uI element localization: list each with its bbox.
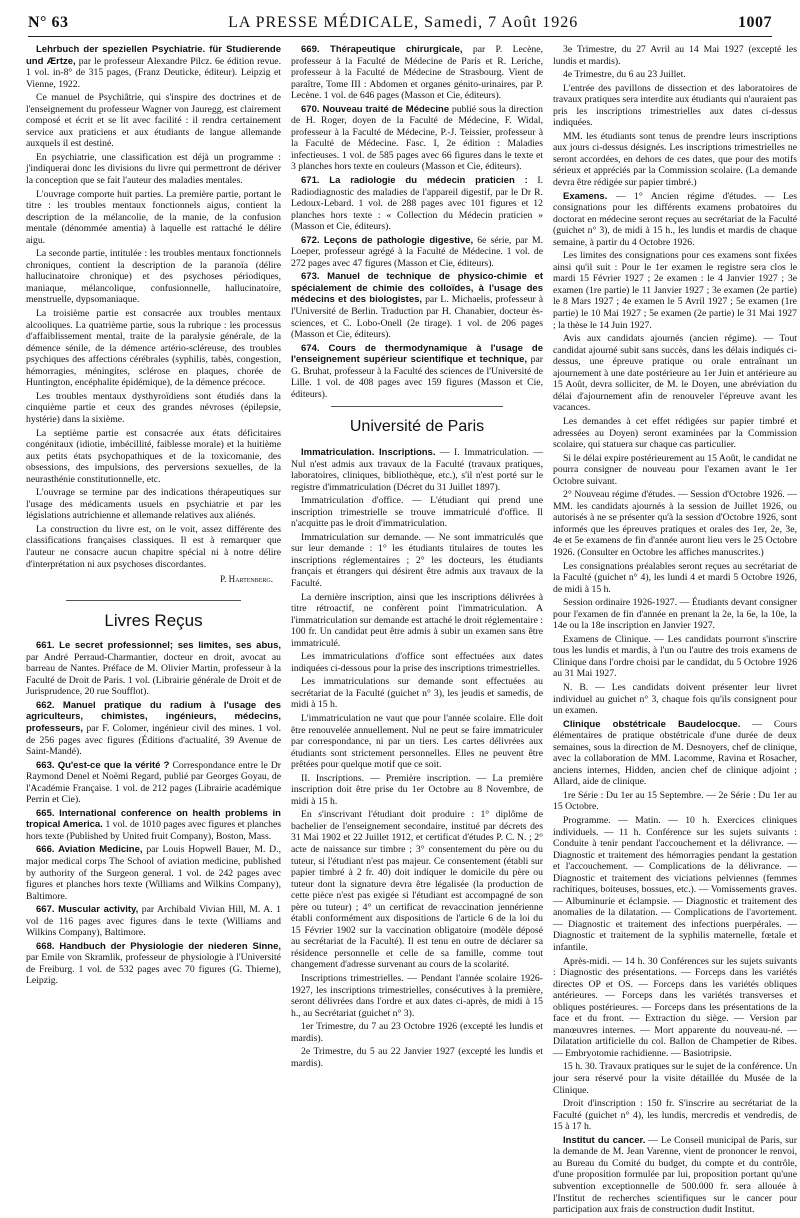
book-entry	[26, 640, 281, 698]
article-paragraph: II. Inscriptions. — Première inscription. — La première inscription doit être prise du 1er Octobre au 8 Novembre, de midi à 15 h.	[291, 772, 543, 807]
column-3	[553, 44, 797, 1218]
book-meta: par Archibald Vivian Hill, M. A. 1 vol de 116 pages avec figures dans le texte (Williams and Wilkins Company), Baltimore.	[26, 904, 282, 939]
book-title: 666. Aviation Medicine,	[36, 844, 143, 856]
article-paragraph: 1er Trimestre, du 7 au 23 Octobre 1926 (excepté les lundis et mardis).	[291, 1021, 543, 1044]
book-title: 671. La radiologie du médecin praticien :	[301, 175, 528, 187]
article-paragraph: Inscriptions trimestrielles. — Pendant l'année scolaire 1926-1927, les inscriptions trimestrielles, consécutives à la première, seront délivrées dans l'ordre et aux dates ci-après, de midi à 15 h., au Secrétariat (guichet n° 3).	[291, 973, 543, 1019]
book-meta: par F. Colomer, ingénieur civil des mines. 1 vol. de 256 pages avec figures (Éditions d'actualité, 39 Avenue de Saint-Mandé).	[26, 722, 282, 758]
book-meta: par G. Bruhat, professeur à la Faculté des sciences de l'Université de Lille. 1 vol. de 408 pages avec 159 figures (Masson et Cie, éditeurs).	[291, 354, 543, 400]
book-meta: par P. Lecène, professeur à la Faculté de Médecine de Paris et R. Leriche, professeur à la Faculté de Médecine de Strasbourg. Vient de paraître, Tome III : Abdomen et organes génito-urinaires, par P. Lecène. 1 vol. de 646 pages (Masson et Cie, éditeurs).	[291, 44, 543, 102]
review-paragraph: La septième partie est consacrée aux états déficitaires congénitaux (idiotie, imbécillité, faiblesse morale) et la huitième aux petits états psychopathiques et de la toxicomanie, des obsessions, des impulsions, des perversions sexuelles, de la neurasthénie constitutionnelle, etc.	[26, 427, 281, 485]
article-paragraph: Immatriculation sur demande. — Ne sont immatriculés que sur leur demande : 1° les étudiants titulaires de toutes les inscriptions réglementaires ; 2° les docteurs, les étudiants français et étrangers qui désirent être admis aux travaux de la Faculté.	[291, 531, 543, 589]
column-2	[291, 44, 543, 1218]
book-entry	[291, 44, 543, 102]
book-meta: 1 vol. de 1010 pages avec figures et planches hors texte (Published by United fruit Company), Boston, Mass.	[26, 819, 282, 842]
immatriculation-intro	[291, 447, 543, 493]
exam-paragraph: Les limites des consignations pour ces examens sont fixées ainsi qu'il suit : Pour le 1er examen le registre sera clos le mardi 15 Février 1927 ; 2e examen : le 4 Janvier 1927 ; 3e examen (1re partie) le 11 Janvier 1927 ; 3e examen (2e partie) le 8 Mars 1927 ; 4e examen le 5 Avril 1927 ; 5e examen (1re partie) le 10 Mai 1927 ; 5e examen (2e partie) le 31 Mai 1927 ; la thèse le 14 Juin 1927.	[553, 250, 797, 331]
review-paragraph: En psychiatrie, une classification est déjà un programme : j'indiquerai donc les divisions du livre qui permettront de dériver la conception que se fait l'auteur des maladies mentales.	[26, 151, 281, 187]
exam-paragraph: Les consignations préalables seront reçues au secrétariat de la Faculté (guichet n° 4), les lundi 4 et mardi 5 Octobre 1926, de midi à 15 h.	[553, 560, 797, 595]
review-paragraph: Les troubles mentaux dysthyroïdiens sont étudiés dans la cinquième partie et ceux des grandes névroses (épilepsie, hystérie) dans la sixième.	[26, 390, 281, 425]
exam-paragraph: Examens de Clinique. — Les candidats pourront s'inscrire tous les lundis et mardis, à l'un ou l'autre des trois examens de Clinique dans l'ordre choisi par le candidat, du 5 Octobre 1926 au 31 Mai 1927.	[553, 633, 797, 680]
book-entry	[26, 904, 281, 939]
article-paragraph: L'immatriculation ne vaut que pour l'année scolaire. Elle doit être renouvelée annuellement. Nul ne peut se faire immatriculer par correspondance, ni par un tiers. Les cartes délivrées aux étudiants sont strictement personnelles. Elles ne peuvent être prêtées pour quelque motif que ce soit.	[291, 712, 543, 771]
book-entry	[291, 235, 543, 270]
book-meta: 6e série, par M. Loeper, professeur agrégé à la Faculté de Médecine. 1 vol. de 272 pages avec 47 figures (Masson et Cie, éditeurs).	[291, 234, 543, 269]
signature: P. Hartenberg.	[220, 574, 273, 585]
page-header	[28, 14, 772, 37]
article-paragraph: 4e Trimestre, du 6 au 23 Juillet.	[563, 69, 686, 81]
immatriculation-text: — I. Immatriculation. — Nul n'est admis aux travaux de la Faculté (travaux pratiques, laboratoires, cliniques, bibliothèque, etc.), s'il n'est porté sur le registre d'immatriculation (Décret du 31 Juillet 1897).	[291, 446, 544, 493]
cancer-heading: Institut du cancer.	[563, 1134, 646, 1146]
section-title-livres-recus: Livres Reçus	[104, 610, 203, 630]
book-title: 668. Handbuch der Physiologie der niederen Sinne,	[36, 940, 281, 952]
article-paragraph: L'entrée des pavillons de dissection et des laboratoires de travaux pratiques sera interdite aux étudiants qui n'auraient pas pris les inscriptions trimestrielles aux dates ci-dessus indiquées.	[553, 82, 797, 129]
review-paragraph: L'ouvrage se termine par des indications thérapeutiques sur l'usage des médicaments usuels en psychiatrie et par les législations autrichienne et allemande relatives aux aliénés.	[26, 487, 281, 522]
column-1	[26, 44, 281, 1218]
article-paragraph: MM. les étudiants sont tenus de prendre leurs inscriptions aux jours ci-dessus désignés. Les inscriptions trimestrielles ne seront accordées, en dehors de ces dates, que pour des motifs sérieux et appréciés par la Commission scolaire. (La demande devra être rédigée sur papier timbré.)	[553, 130, 797, 189]
clinique-paragraph: Droit d'inscription : 150 fr. S'inscrire au secrétariat de la Faculté (guichet n° 4), les lundis, mercredis et vendredis, de 15 à 17 h.	[553, 1098, 797, 1133]
book-title: 674. Cours de thermodynamique à l'usage de l'enseignement supérieur scientifique et technique,	[291, 342, 543, 366]
article-paragraph: Les immatriculations d'office sont effectuées aux dates indiquées ci-dessous pour la prise des inscriptions trimestrielles.	[291, 651, 543, 674]
clinique-paragraph: 15 h. 30. Travaux pratiques sur le sujet de la conférence. Un jour sera réservé pour la visite détaillée du Musée de la Clinique.	[553, 1061, 797, 1096]
book-meta: par Louis Hopwell Bauer, M. D., major medical corps The School of aviation medicine, published by authority of the Surgeon general. 1 vol. de 242 pages avec figures et planches hors texte (Williams and Wilkins Company), Baltimore.	[26, 844, 282, 902]
exam-heading: Examens.	[563, 190, 608, 202]
book-entry	[26, 808, 281, 843]
book-title: 663. Qu'est-ce que la vérité ?	[36, 759, 170, 771]
book-title: 665. International conference on health problems in tropical America.	[26, 807, 281, 831]
book-title: 667. Muscular activity,	[36, 904, 139, 916]
section-title-universite: Université de Paris	[349, 418, 485, 436]
clinique-paragraph: Programme. — Matin. — 10 h. Exercices cliniques individuels. — 11 h. Conférence sur les sujets suivants : Conduite à tenir pendant l'accouchement et la délivrance. — Diagnostic et traitement des hémorragies pendant la gestation et l'accouchement. — Complications de la délivrance. — Diagnostic et traitement des viciations pelviennes (femmes rachitiques, boiteuses, bossues, etc.). — Vomissements graves. — Albuminurie et éclampsie. — Diagnostic et traitement des anomalies de la dilatation. — Complications de l'avortement. — Diagnostic et traitement des infections puerpérales. — Diagnostic et traitement de la syphilis maternelle, fœtale et infantile.	[553, 815, 797, 954]
book-entry	[291, 104, 543, 173]
review-meta: par le professeur Alexandre Pilcz. 6e édition revue. 1 vol. in-8° de 315 pages, (Franz Deuticke, éditeur). Leipzig et Vienne, 1922.	[26, 55, 282, 90]
article-paragraph: Immatriculation d'office. — L'étudiant qui prend une inscription trimestrielle se trouve immatriculé d'office. Il n'acquitte pas le droit d'immatriculation.	[291, 495, 543, 530]
book-title: 672. Leçons de pathologie digestive,	[301, 234, 474, 246]
exam-paragraph: Si le délai expire postérieurement au 15 Août, le candidat ne pourra consigner de nouveau pour l'examen avant le 1er Octobre suivant.	[553, 452, 797, 487]
review-entry	[26, 44, 281, 90]
page-number: 1007	[737, 14, 772, 31]
exam-section	[553, 191, 797, 249]
article-paragraph: Les immatriculations sur demande sont effectuées au secrétariat de la Faculté (guichet n° 3), les jeudis et samedis, de midi à 15 h.	[291, 676, 543, 711]
book-title: 661. Le secret professionnel; ses limites, ses abus,	[36, 640, 281, 652]
book-entry	[291, 271, 543, 340]
article-paragraph: En s'inscrivant l'étudiant doit produire : 1° diplôme de bachelier de l'enseignement secondaire, institué par décrets des 31 Mai 1902 et 22 Juillet 1912, et certificat d'études P. C. N. ; 2° acte de naissance sur timbre ; 3° consentement du père ou du tuteur, si l'étudiant n'est pas majeur. Ce consentement (établi sur papier timbré à 2 fr. 40) doit indiquer le domicile du père ou tuteur dont la signature devra être légalisée (la production de cette pièce n'est pas exigée si l'étudiant est accompagné de son père ou tuteur) ; 4° un certificat de revaccination jennérienne établi conformément aux dispositions de l'article 6 de la loi du 15 Février 1902 sur la vaccination obligatoire (modèle déposé au secrétariat de la Faculté). Il est tenu en outre de déclarer sa résidence personnelle et celle de sa famille, comme tout changement d'adresse survenant au cours de la scolarité.	[291, 809, 543, 971]
review-paragraph: La troisième partie est consacrée aux troubles mentaux alcooliques. La quatrième partie, sous la rubrique : les processus d'affaiblissement mental, traite de la paralysie générale, de la démence sénile, de la démence artério-scléreuse, des troubles psychiques des affections cérébrales (syphilis, tabès, congestion, hémorragies, méningites, sclérose en plaques, chorée de Huntington, encéphalite épidémique), de la démence précoce.	[26, 308, 281, 389]
book-meta: par Emile von Skramlik, professeur de physiologie à l'Université de Freiburg. 1 vol. de 532 pages avec 70 figures (G. Thieme), Leipzig.	[26, 952, 281, 987]
issue-number: N° 63	[28, 14, 69, 31]
clinique-paragraph: 1re Série : Du 1er au 15 Septembre. — 2e Série : Du 1er au 15 Octobre.	[553, 789, 797, 813]
divider	[66, 600, 241, 601]
review-paragraph: La seconde partie, intitulée : les troubles mentaux fonctionnels chroniques, contient la description de la paranoïa (délire hallucinatoire chronique) et des psychoses périodiques, maniaque, mélancolique, confusionnelle, hallucinatoire, menstruelle, dypsomaniaque.	[26, 248, 281, 306]
exam-paragraph: Session ordinaire 1926-1927. — Étudiants devant consigner pour l'examen de fin d'année en prenant la 2e, la 6e, la 10e, la 14e ou la 18e inscription en Janvier 1927.	[553, 597, 797, 632]
clinique-paragraph: Après-midi. — 14 h. 30 Conférences sur les sujets suivants : Diagnostic des présentations. — Forceps dans les variétés directes OP et OS. — Forceps dans les variétés obliques antérieures. — Forceps dans les variétés transverses et obliques postérieures. — Forceps dans les présentations de la face et du front. — Extraction du siège. — Version par manœuvres internes. — Mort apparente du nouveau-né. — Dilatation artificielle du col. Ballon de Champetier de Ribes. — Embryotomie rachidienne. — Basiotripsie.	[553, 955, 797, 1059]
cancer-text: — Le Conseil municipal de Paris, sur la demande de M. Jean Varenne, vient de prononcer le renvoi, au Bureau du Comité du budget, du compte et du contrôle, d'une proposition formulée par lui, proposition portant qu'une subvention exceptionnelle de 500.000 fr. sera allouée à l'Institut de recherches scientifiques sur le cancer pour participation aux frais de construction dudit Institut.	[553, 1134, 798, 1216]
exam-text: — 1° Ancien régime d'études. — Les consignations pour les différents examens probatoires du doctorat en médecine seront reçues au secrétariat de la Faculté (guichet n° 3), de midi à 15 h., les lundis et mardis de chaque semaine, à partir du 4 Octobre 1926.	[553, 190, 797, 248]
article-paragraph: 2e Trimestre, du 5 au 22 Janvier 1927 (excepté les lundis et mardis).	[291, 1046, 543, 1069]
review-title: Lehrbuch der speziellen Psychiatrie. für Studierende und Ærtze,	[26, 44, 281, 67]
cancer-section	[553, 1135, 797, 1216]
review-paragraph: L'ouvrage comporte huit parties. La première partie, portant le titre : les troubles mentaux fonctionnels aigus, contient la description de la mélancolie, de la manie, de la confusion mentale (dénommée amentia) à laquelle est rattaché le délire aigu.	[26, 188, 281, 246]
book-entry	[291, 343, 543, 401]
book-title: 673. Manuel de technique de physico-chimie et spécialement de chimie des colloïdes, à l'usage des médecins et des biologistes,	[291, 271, 543, 306]
article-paragraph: 3e Trimestre, du 27 Avril au 14 Mai 1927 (excepté les lundis et mardis).	[553, 44, 797, 67]
exam-paragraph: Les demandes à cet effet rédigées sur papier timbré et adressées au Doyen) seront examinées par la Commission scolaire, qui statuera sur chaque cas particulier.	[553, 415, 797, 451]
journal-title: LA PRESSE MÉDICALE, Samedi, 7 Août 1926	[228, 14, 579, 31]
book-meta: publié sous la direction de H. Roger, doyen de la Faculté de Médecine, F. Widal, professeur à la Faculté de Médecine, P.-J. Teissier, professeur à la Faculté de Médecine. Fasc. I, 2e édition : Maladies infectieuses. 1 vol. de 585 pages avec 66 figures dans le texte et 3 planches hors texte en couleurs (Masson et Cie, éditeurs).	[291, 103, 544, 173]
book-entry	[26, 700, 281, 758]
book-entry	[26, 844, 281, 902]
review-paragraph: Ce manuel de Psychiâtrie, qui s'inspire des doctrines et de l'enseignement du professeur Wagner von Jauregg, est clairement composé et écrit et se lit avec facilité : il rendra certainement service aux praticiens et aux étudiants de langue allemande auxquels il est destiné.	[26, 92, 281, 150]
article-paragraph: La dernière inscription, ainsi que les inscriptions délivrées à titre rétroactif, ne confèrent point l'immatriculation. A l'immatriculation sur demande est attaché le droit réglementaire : 100 fr. Un candidat peut être admis à subir un examen sans être immatriculé.	[291, 591, 543, 649]
exam-paragraph: Avis aux candidats ajournés (ancien régime). — Tout candidat ajourné subit sans succès, dans les délais indiqués ci-dessus, une épreuve pratique ou orale entraînant un ajournement à une date postérieure au 1er Juin et antérieure au 15 Août, devra solliciter, de M. le Doyen, une abréviation du délai d'ajournement afin de renouveler l'épreuve avant les vacances.	[553, 333, 797, 414]
immatriculation-heading: Immatriculation. Inscriptions.	[301, 446, 436, 458]
clinique-section	[553, 719, 797, 788]
clinique-heading: Clinique obstétricale Baudelocque.	[563, 718, 741, 730]
book-meta: par L. Michaelis, professeur à l'Université de Berlin. Traduction par H. Chanabier, docteur ès-sciences, et C. Lobo-Onell (2e tirage). 1 vol. de 206 pages (Masson et Cie, éditeurs).	[291, 294, 544, 341]
exam-paragraph: 2° Nouveau régime d'études. — Session d'Octobre 1926. — MM. les candidats ajournés à la session de Juillet 1926, ou autorisés à ne se présenter qu'à la session d'Octobre 1926, sont informés que les épreuves pratiques et orales des 1er, 2e, 3e, 4e et 5e examens de fin d'année auront lieu vers le 25 Octobre 1926. (Consulter en Octobre les affiches manuscrites.)	[553, 489, 797, 558]
divider	[331, 406, 503, 407]
exam-paragraph: N. B. — Les candidats doivent présenter leur livret individuel au guichet n° 3, chaque fois qu'ils consignent pour un examen.	[553, 681, 797, 717]
clinique-text: — Cours élémentaires de pratique obstétricale d'une durée de deux semaines, sous la direction de M. Desnoyers, chef de clinique, avec la collaboration de MM. Lacomme, Ravina et Rosacher, anciens internes, Hidden, ancien chef de clinique adjoint ; Allard, aide de clinique.	[553, 718, 797, 788]
columns	[26, 44, 798, 1216]
book-title: 670. Nouveau traité de Médecine	[301, 103, 450, 115]
book-entry	[291, 175, 543, 233]
book-title: 669. Thérapeutique chirurgicale,	[301, 44, 463, 55]
book-entry	[26, 941, 281, 987]
review-paragraph: La construction du livre est, on le voit, assez différente des classifications françaises classiques. Il est à remarquer que l'auteur ne consacre aucun chapitre spécial ni à notre délire d'interprétation ni aux psychoses discordantes.	[26, 523, 281, 570]
book-meta: Correspondance entre le Dr Raymond Denel et Noëmi Regard, publié par Georges Goyau, de l'Académie Française. 1 vol. de 212 pages (Librairie académique Perrin et Cie).	[26, 759, 281, 806]
book-entry	[26, 760, 281, 806]
book-meta: I. Radiodiagnostic des maladies de l'appareil digestif, par le Dr R. Ledoux-Lebard. 1 vol. de 288 pages avec 101 figures et 12 planches hors texte : « Collection du Médecin praticien » (Masson et Cie, éditeurs).	[291, 175, 543, 233]
book-title: 662. Manuel pratique du radium à l'usage des agriculteurs, chimistes, ingénieurs, médecins, professeurs,	[26, 699, 281, 734]
book-meta: par André Perraud-Charmantier, docteur en droit, avocat au barreau de Nantes. Préface de M. Olivier Martin, professeur à la Faculté de Droit de Paris. 1 vol. (Librairie générale de Droit et de Jurisprudence, 20 rue Soufflot).	[26, 651, 281, 698]
